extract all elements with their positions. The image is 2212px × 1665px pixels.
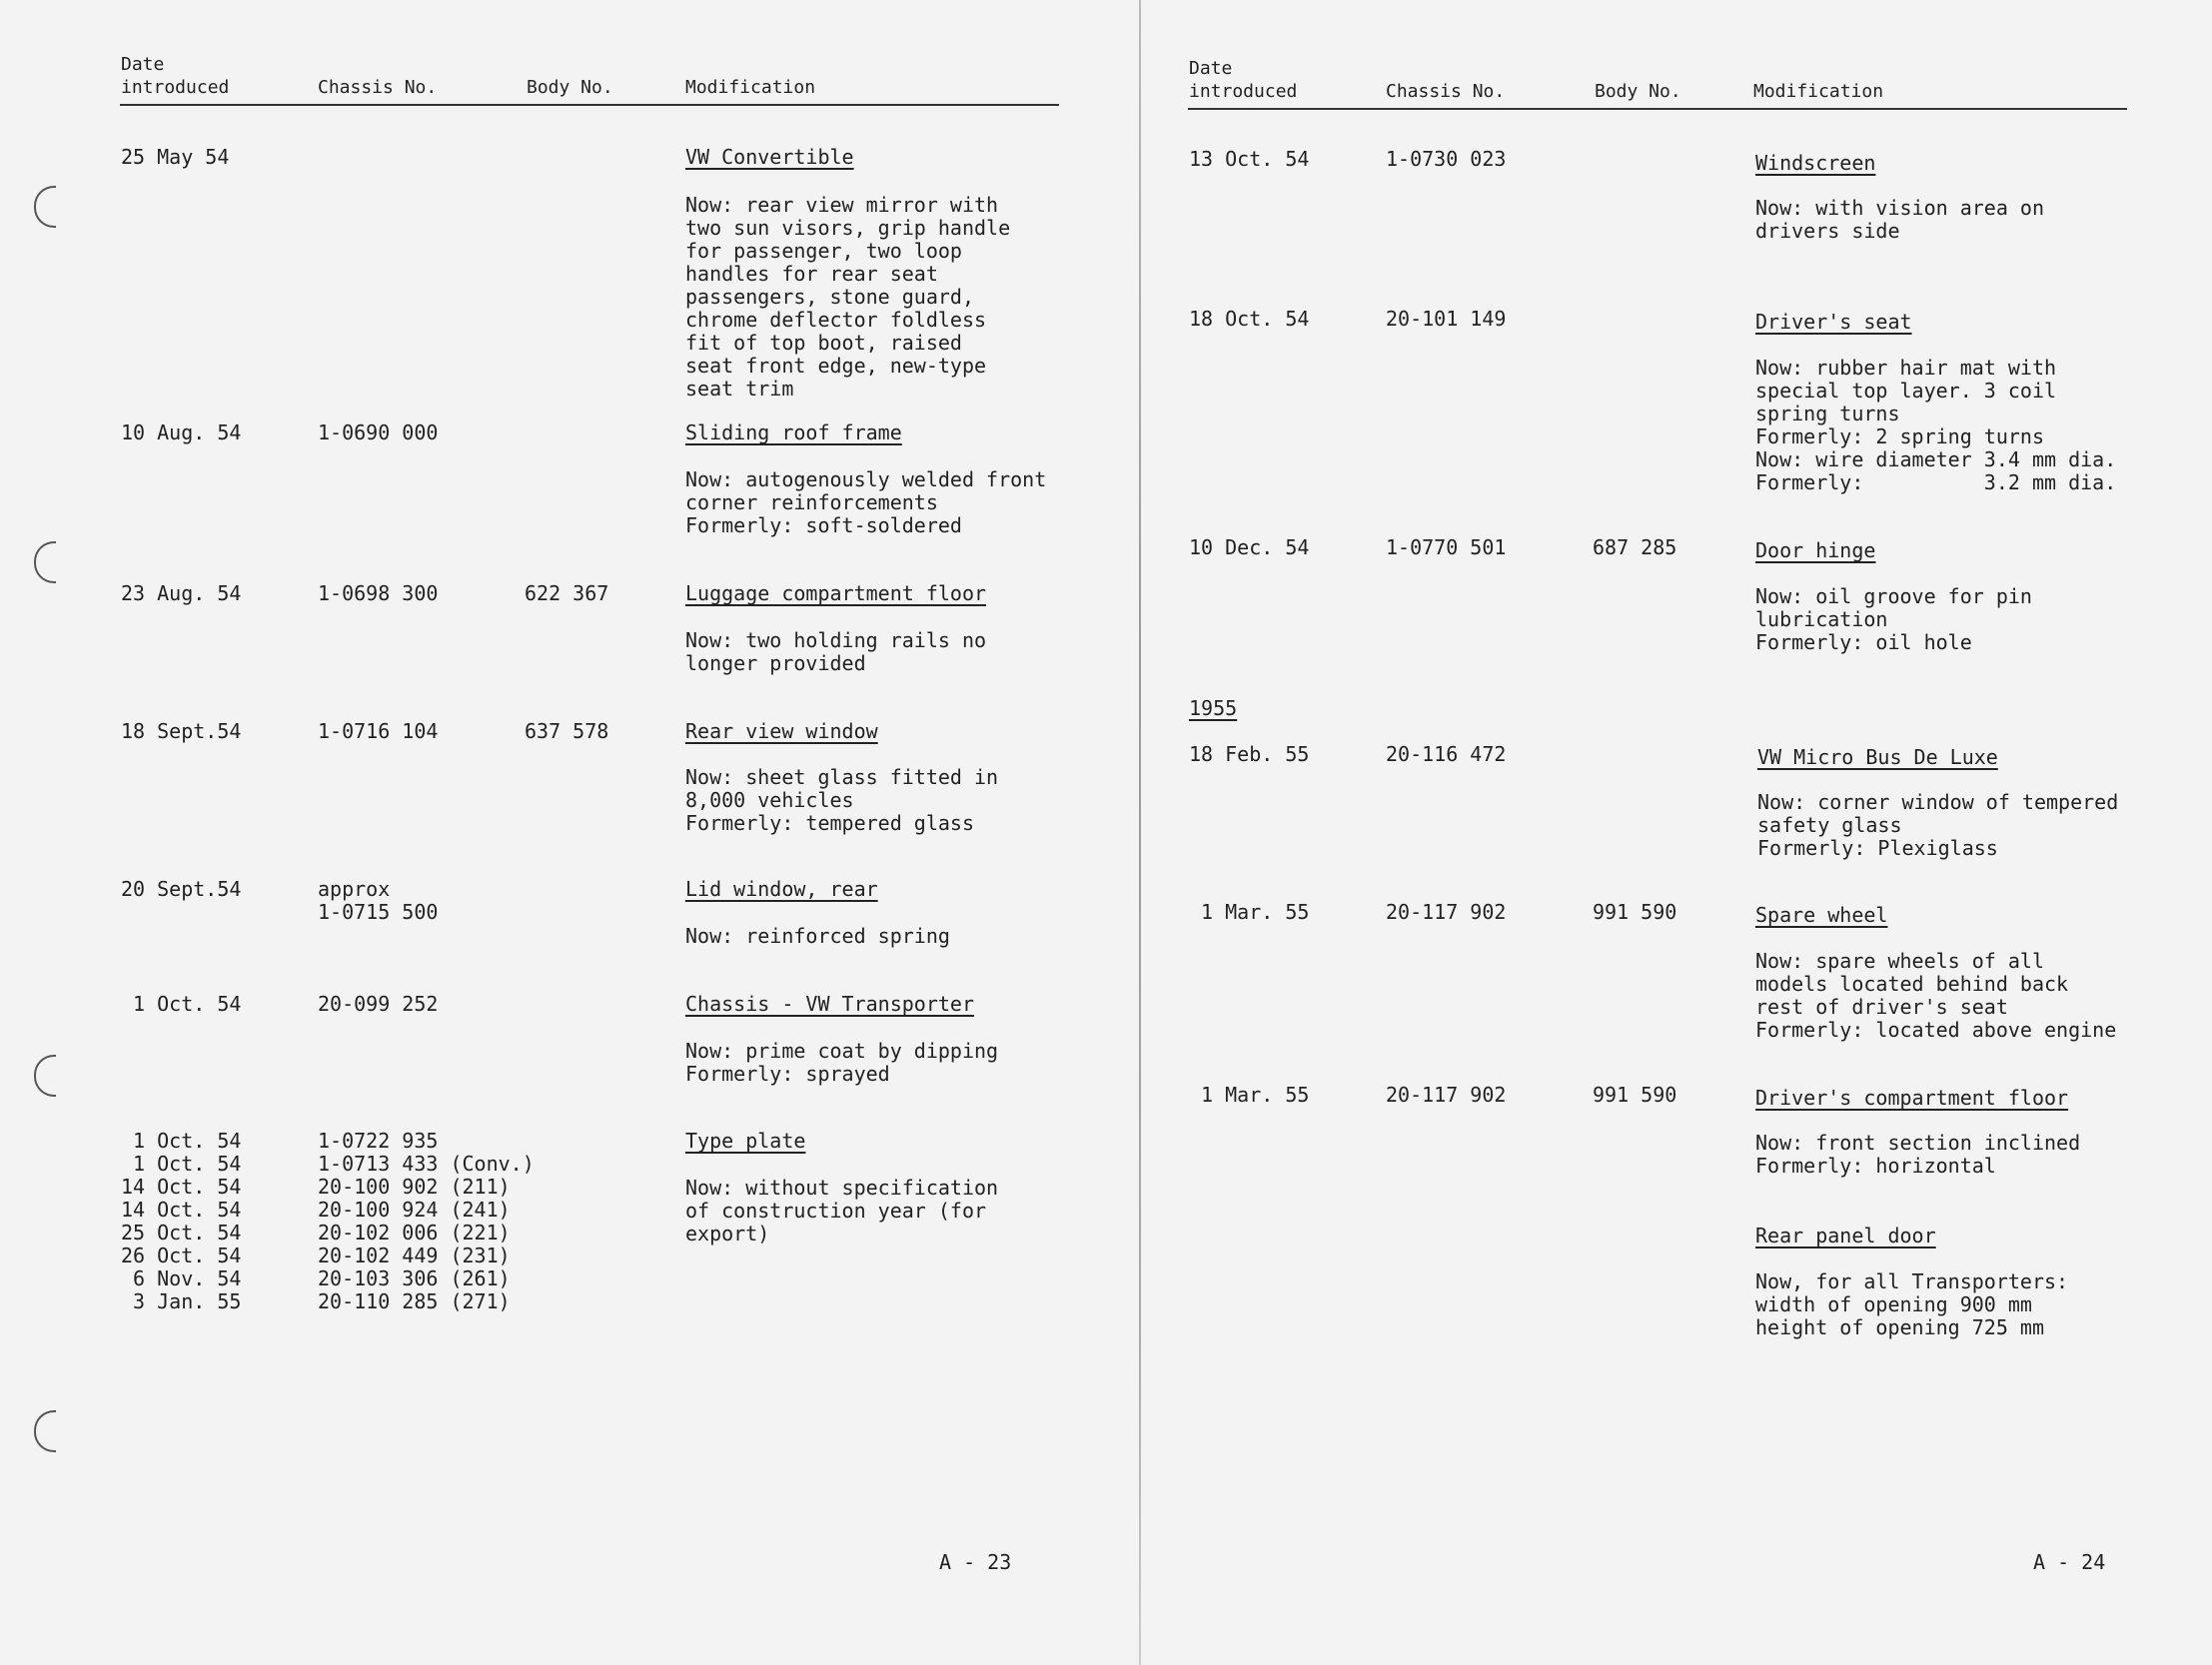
page-number: A - 24 xyxy=(2033,1550,2106,1574)
header-date: Date introduced xyxy=(121,54,230,98)
entry-title: Driver's seat xyxy=(1755,310,1912,334)
entry-chassis: approx 1-0715 500 xyxy=(318,877,439,924)
entry-date: 23 Aug. 54 xyxy=(121,581,242,605)
entry-body: 687 285 xyxy=(1593,535,1677,559)
entry-date: 25 May 54 xyxy=(121,145,230,169)
entry-text: Now: spare wheels of all models located behind back rest of driver's seat Formerly: located above engine xyxy=(1755,949,2117,1042)
entry-title: VW Convertible xyxy=(685,145,854,169)
entry-title: VW Micro Bus De Luxe xyxy=(1757,745,1998,769)
entry-chassis: 1-0770 501 xyxy=(1386,535,1507,559)
entry-chassis: 20-101 149 xyxy=(1386,307,1507,331)
entry-chassis: 20-117 902 xyxy=(1386,900,1507,924)
entry-date: 10 Aug. 54 xyxy=(121,420,242,444)
entry-chassis: 1-0716 104 xyxy=(318,719,439,743)
entry-chassis: 1-0722 935 1-0713 433 (Conv.) 20-100 902 (211) 20-100 924 (241) 20-102 006 (221) 20-102 449 (231) 20-103 306 (261) 20-110 285 (271) xyxy=(318,1129,535,1313)
entry-text: Now: prime coat by dipping Formerly: sprayed xyxy=(685,1039,999,1086)
entry-date: 1 Oct. 54 1 Oct. 54 14 Oct. 54 14 Oct. 54 25 Oct. 54 26 Oct. 54 6 Nov. 54 3 Jan. 55 xyxy=(121,1129,242,1313)
entry-title: Sliding roof frame xyxy=(685,420,902,444)
entry-text: Now: front section inclined Formerly: horizontal xyxy=(1755,1131,2081,1178)
entry-date: 1 Oct. 54 xyxy=(121,992,242,1016)
entry-date: 18 Feb. 55 xyxy=(1189,742,1310,766)
entry-chassis: 1-0730 023 xyxy=(1386,147,1507,171)
header-modification: Modification xyxy=(685,77,816,98)
entry-text: Now: oil groove for pin lubrication Formerly: oil hole xyxy=(1755,584,2032,654)
entry-title: Lid window, rear xyxy=(685,877,878,901)
entry-text: Now: rear view mirror with two sun visors, grip handle for passenger, two loop handles for rear seat passengers, stone guard, chrome deflector foldless fit of top boot, raised seat front edge, new-type seat trim xyxy=(685,193,1011,401)
entry-date: 10 Dec. 54 xyxy=(1189,535,1310,559)
entry-body: 637 578 xyxy=(525,719,609,743)
binder-hole-mark xyxy=(34,1055,56,1097)
entry-title: Windscreen xyxy=(1755,151,1876,175)
entry-text: Now: reinforced spring xyxy=(685,924,950,948)
binder-hole-mark xyxy=(34,541,56,583)
entry-date: 1 Mar. 55 xyxy=(1189,1083,1310,1107)
entry-text: Now, for all Transporters: width of opening 900 mm height of opening 725 mm xyxy=(1755,1269,2069,1339)
entry-date: 18 Oct. 54 xyxy=(1189,307,1310,331)
header-modification: Modification xyxy=(1753,81,1884,102)
entry-text: Now: corner window of tempered safety glass Formerly: Plexiglass xyxy=(1757,790,2119,860)
header-rule xyxy=(1188,108,2127,110)
entry-title: Luggage compartment floor xyxy=(685,581,987,605)
header-body: Body No. xyxy=(527,77,613,98)
entry-title: Door hinge xyxy=(1755,538,1876,562)
header-chassis: Chassis No. xyxy=(318,77,438,98)
page-right xyxy=(1141,0,2212,1665)
entry-chassis: 20-116 472 xyxy=(1386,742,1507,766)
page-number: A - 23 xyxy=(939,1550,1012,1574)
entry-text: Now: sheet glass fitted in 8,000 vehicles Formerly: tempered glass xyxy=(685,765,999,835)
entry-text: Now: autogenously welded front corner reinforcements Formerly: soft-soldered xyxy=(685,467,1047,537)
entry-date: 18 Sept.54 xyxy=(121,719,242,743)
entry-title: Rear view window xyxy=(685,719,878,743)
binder-hole-mark xyxy=(34,186,56,228)
entry-body: 991 590 xyxy=(1593,1083,1677,1107)
entry-text: Now: with vision area on drivers side xyxy=(1755,196,2044,243)
entry-chassis: 1-0690 000 xyxy=(318,420,439,444)
entry-chassis: 1-0698 300 xyxy=(318,581,439,605)
entry-date: 1 Mar. 55 xyxy=(1189,900,1310,924)
entry-date: 13 Oct. 54 xyxy=(1189,147,1310,171)
header-date: Date introduced xyxy=(1189,58,1298,102)
entry-body: 622 367 xyxy=(525,581,609,605)
binder-hole-mark xyxy=(34,1410,56,1452)
header-chassis: Chassis No. xyxy=(1386,81,1506,102)
header-body: Body No. xyxy=(1595,81,1681,102)
entry-body: 991 590 xyxy=(1593,900,1677,924)
entry-text: Now: two holding rails no longer provided xyxy=(685,628,987,675)
entry-chassis: 20-099 252 xyxy=(318,992,439,1016)
entry-text: Now: without specification of construction year (for export) xyxy=(685,1176,999,1246)
year-heading: 1955 xyxy=(1189,696,1238,720)
entry-date: 20 Sept.54 xyxy=(121,877,242,901)
entry-title: Spare wheel xyxy=(1755,903,1888,927)
entry-chassis: 20-117 902 xyxy=(1386,1083,1507,1107)
entry-title: Chassis - VW Transporter xyxy=(685,992,974,1016)
entry-title: Driver's compartment floor xyxy=(1755,1086,2069,1110)
entry-title: Type plate xyxy=(685,1129,806,1153)
header-rule xyxy=(120,104,1059,106)
entry-title: Rear panel door xyxy=(1755,1224,1936,1248)
entry-text: Now: rubber hair mat with special top layer. 3 coil spring turns Formerly: 2 spring turns Now: wire diameter 3.4 mm dia. Formerly: 3.2 mm dia. xyxy=(1755,356,2117,494)
